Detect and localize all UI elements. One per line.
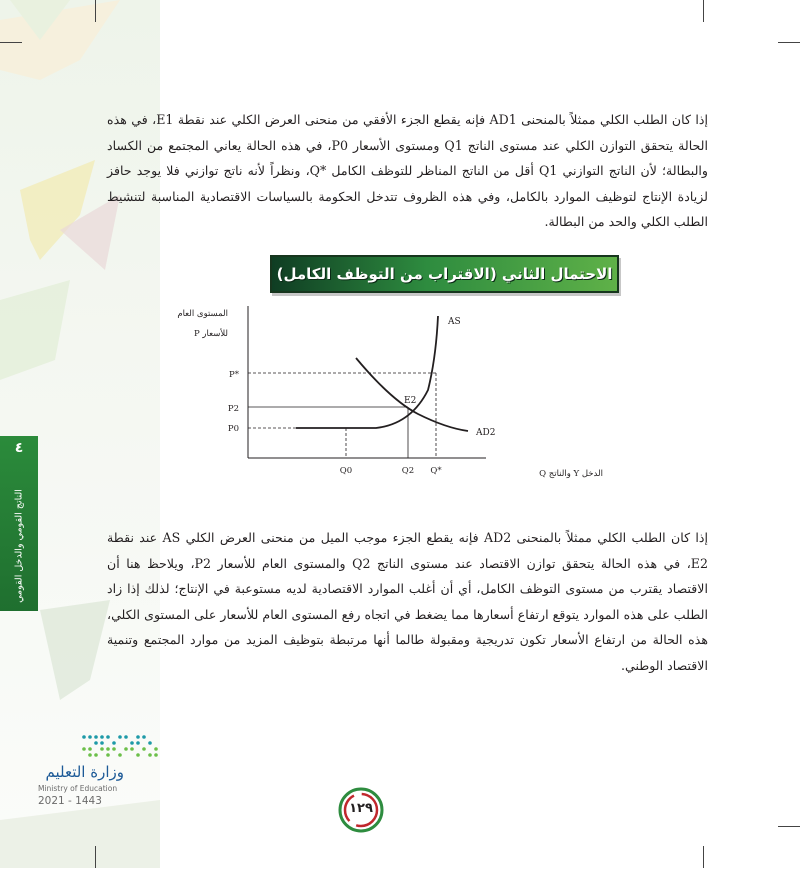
- chapter-title: الناتج القومي والدخل القومي: [13, 489, 25, 603]
- crop-mark: [0, 42, 22, 43]
- tick-label-p-star: P*: [229, 370, 239, 380]
- crop-mark: [95, 0, 96, 22]
- y-axis-label-line2: للأسعار P: [193, 329, 228, 339]
- page-number: ١٢٩: [349, 801, 373, 816]
- crop-mark: [703, 846, 704, 868]
- ministry-year: 2021 - 1443: [38, 795, 102, 807]
- ministry-name-arabic: وزارة التعليم: [45, 763, 124, 781]
- ad2-curve-label: AD2: [476, 428, 496, 438]
- tick-label-q2: Q2: [401, 466, 415, 476]
- paragraph-ad2: إذا كان الطلب الكلي ممثلاً بالمنحنى AD2 فإنه يقطع الجزء موجب الميل من منحنى العرض الكلي AS عند نقطة E2، في هذه الحالة يتحقق توازن الاقتصاد عند مستوى الناتج Q2 والمستوى العام للأسعار P2، ويلاحظ هنا أن الاقتصاد يقترب من مستوى التوظف الكامل، أي أن أغلب الموارد الاقتصادية لديه مستوعبة في الإنتاج؛ لذلك إذا زاد الطلب على هذه الموارد يتوقع ارتفاع أسعارها مما يضغط في اتجاه رفع المستوى العام للأسعار على المستوى الكلي، هذه الحالة من ارتفاع الأسعار تكون تدريجية ومقبولة طالما أنها مرتبطة بتوظيف المزيد من موارد المجتمع وتنمية الاقتصاد الوطني.: [107, 530, 708, 673]
- chapter-number: ٤: [14, 440, 24, 456]
- section-heading-banner: [270, 255, 619, 293]
- x-axis-label: الدخل Y والناتج Q: [539, 469, 603, 479]
- crop-mark: [703, 0, 704, 22]
- section-title: الاحتمال الثاني (الاقتراب من التوظف الكامل): [276, 265, 613, 283]
- crop-mark: [778, 826, 800, 827]
- as-curve-label: AS: [448, 317, 461, 327]
- crop-mark: [95, 846, 96, 868]
- y-axis-label-line1: المستوى العام: [177, 309, 228, 319]
- tick-label-q0: Q0: [339, 466, 353, 476]
- tick-label-q-star: Q*: [430, 466, 442, 476]
- paragraph-ad1: إذا كان الطلب الكلي ممثلاً بالمنحنى AD1 فإنه يقطع الجزء الأفقي من منحنى العرض الكلي عند نقطة E1، في هذه الحالة يتحقق التوازن الكلي عند مستوى الناتج Q1 ومستوى الأسعار P0، في هذه الحالة يعاني المجتمع من الكساد والبطالة؛ لأن الناتج التوازني Q1 أقل من الناتج المناظر للتوظف الكامل *Q، ونظراً لأنه ناتج توازني فلا يوجد حافز لزيادة الإنتاج لتوظيف الموارد بالكامل، وفي هذه الظروف تتدخل الحكومة بالسياسات الاقتصادية المناسبة لتنشيط الطلب الكلي والحد من البطالة.: [107, 112, 708, 230]
- aggregate-supply-demand-chart: [177, 298, 616, 488]
- tick-label-p0: P0: [227, 424, 239, 434]
- crop-mark: [778, 42, 800, 43]
- chapter-side-tab: [0, 436, 38, 611]
- ministry-name-english: Ministry of Education: [38, 784, 118, 793]
- equilibrium-point-label: E2: [404, 396, 417, 406]
- ad2-curve: [356, 358, 468, 431]
- tick-label-p2: P2: [227, 404, 239, 414]
